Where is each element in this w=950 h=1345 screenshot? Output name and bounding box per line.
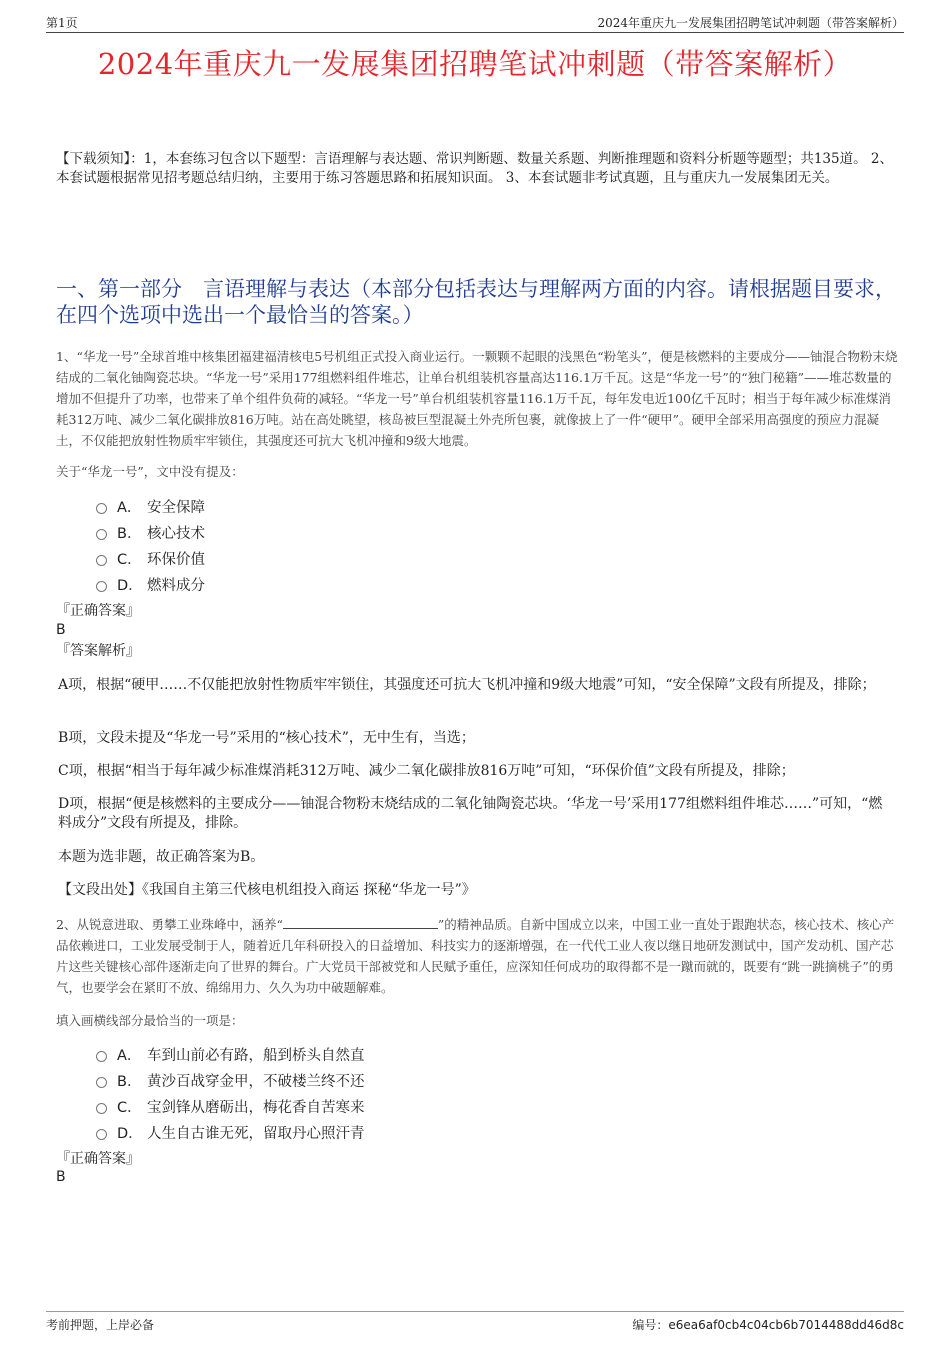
radio-icon[interactable] xyxy=(96,1129,107,1140)
q2-passage: 2、从锐意进取、勇攀工业珠峰中，涵养“ ”的精神品质。自新中国成立以来，中国工业一直处于跟跑状态，核心技术、核心产品依赖进口，工业发展受制于人，随着近几年科研投入的日益增加、科技实力的逐渐增强，在一代代工业人夜以继日地研发测试中，国产发动机、国产芯片这些关键核心部件逐渐走向了世界的舞台。广大党员干部被党和人民赋予重任，应深知任何成功的取得都不是一蹴而就的，既要有“跳一跳摘桃子”的勇气，也要学会在紧盯不放、绵绵用力、久久为功中破题解难。 xyxy=(56,917,895,995)
q1-option-a[interactable]: A． 安全保障 xyxy=(96,493,205,519)
q1-options xyxy=(96,493,205,597)
q1-passage: 1、“华龙一号”全球首堆中核集团福建福清核电5号机组正式投入商业运行。一颗颗不起眼的浅黑色“粉笔头”，便是核燃料的主要成分——铀混合物粉末烧结成的二氧化铀陶瓷芯块。“华龙一号”采用177组燃料组件堆芯，让单台机组装机容量高达116.1万千瓦。这是“华龙一号”的“独门秘籍”——堆芯数量的增加不但提升了功率，也带来了单个组件负荷的减轻。“华龙一号”单台机组装机容量116.1万千瓦，每年发电近100亿千瓦时；相当于每年减少标准煤消耗312万吨、减少二氧化碳排放816万吨。站在高处眺望，核岛被巨型混凝土外壳所包裹，就像披上了一件“硬甲”。硬甲全部采用高强度的预应力混凝土，不仅能把放射性物质牢牢锁住，其强度还可抗大飞机冲撞和9级大地震。 xyxy=(56,349,898,448)
section-title: 一、第一部分 言语理解与表达（本部分包括表达与理解两方面的内容。请根据题目要求，在四个选项中选出一个最恰当的答案。） xyxy=(56,277,896,327)
q1-analysis-c: C项，根据“相当于每年减少标准煤消耗312万吨、减少二氧化碳排放816万吨”可知，“环保价值”文段有所提及，排除； xyxy=(58,763,795,779)
q1-option-c[interactable]: C． 环保价值 xyxy=(96,545,205,571)
radio-icon[interactable] xyxy=(96,555,107,566)
q1-analysis-d: D项，根据“便是核燃料的主要成分——铀混合物粉末烧结成的二氧化铀陶瓷芯块。‘华龙一号’采用177组燃料组件堆芯……”可知，“燃料成分”文段有所提及，排除。 xyxy=(58,796,883,831)
header-doc-title: 2024年重庆九一发展集团招聘笔试冲刺题（带答案解析） xyxy=(597,16,904,30)
q1-option-b[interactable]: B． 核心技术 xyxy=(96,519,205,545)
q2-option-d[interactable]: D． 人生自古谁无死，留取丹心照汗青 xyxy=(96,1119,365,1145)
q1-analysis-a: A项，根据“硬甲……不仅能把放射性物质牢牢锁住，其强度还可抗大飞机冲撞和9级大地震”可知，“安全保障”文段有所提及，排除； xyxy=(58,677,876,693)
q1-analysis-conclusion: 本题为选非题，故正确答案为B。 xyxy=(58,849,265,865)
q1-analysis-label: 『答案解析』 xyxy=(56,643,140,659)
page-header xyxy=(46,14,904,33)
q2-option-b[interactable]: B． 黄沙百战穿金甲，不破楼兰终不还 xyxy=(96,1067,365,1093)
q1-answer: B xyxy=(56,622,66,638)
document-title: 2024年重庆九一发展集团招聘笔试冲刺题（带答案解析） xyxy=(97,47,853,81)
download-notice: 【下载须知】：1，本套练习包含以下题型：言语理解与表达题、常识判断题、数量关系题、判断推理题和资料分析题等题型；共135道。 2、本套试题根据常见招考题总结归纳，主要用于练习答题思路和拓展知识面。 3、本套试题非考试真题，且与重庆九一发展集团无关。 xyxy=(56,151,893,186)
page-number: 第1页 xyxy=(46,16,78,30)
footer-code: 编号：e6ea6af0cb4c04cb6b7014488dd46d8c xyxy=(632,1318,904,1332)
q1-answer-label: 『正确答案』 xyxy=(56,603,140,619)
radio-icon[interactable] xyxy=(96,581,107,592)
q1-source: 【文段出处】《我国自主第三代核电机组投入商运 探秘“华龙一号”》 xyxy=(58,882,476,898)
radio-icon[interactable] xyxy=(96,1077,107,1088)
radio-icon[interactable] xyxy=(96,1103,107,1114)
q1-option-d[interactable]: D． 燃料成分 xyxy=(96,571,205,597)
q2-answer: B xyxy=(56,1169,66,1185)
q1-analysis-b: B项，文段未提及“华龙一号”采用的“核心技术”，无中生有，当选； xyxy=(58,730,475,746)
q2-option-c[interactable]: C． 宝剑锋从磨砺出，梅花香自苦寒来 xyxy=(96,1093,365,1119)
q2-prompt: 填入画横线部分最恰当的一项是： xyxy=(56,1013,244,1028)
footer-slogan: 考前押题，上岸必备 xyxy=(46,1318,155,1332)
fill-blank xyxy=(283,916,438,929)
q2-answer-label: 『正确答案』 xyxy=(56,1151,140,1167)
radio-icon[interactable] xyxy=(96,529,107,540)
page-footer xyxy=(46,1311,904,1335)
radio-icon[interactable] xyxy=(96,1051,107,1062)
q2-option-a[interactable]: A． 车到山前必有路，船到桥头自然直 xyxy=(96,1041,365,1067)
q2-options xyxy=(96,1041,365,1145)
q1-prompt: 关于“华龙一号”，文中没有提及： xyxy=(56,464,244,479)
radio-icon[interactable] xyxy=(96,503,107,514)
